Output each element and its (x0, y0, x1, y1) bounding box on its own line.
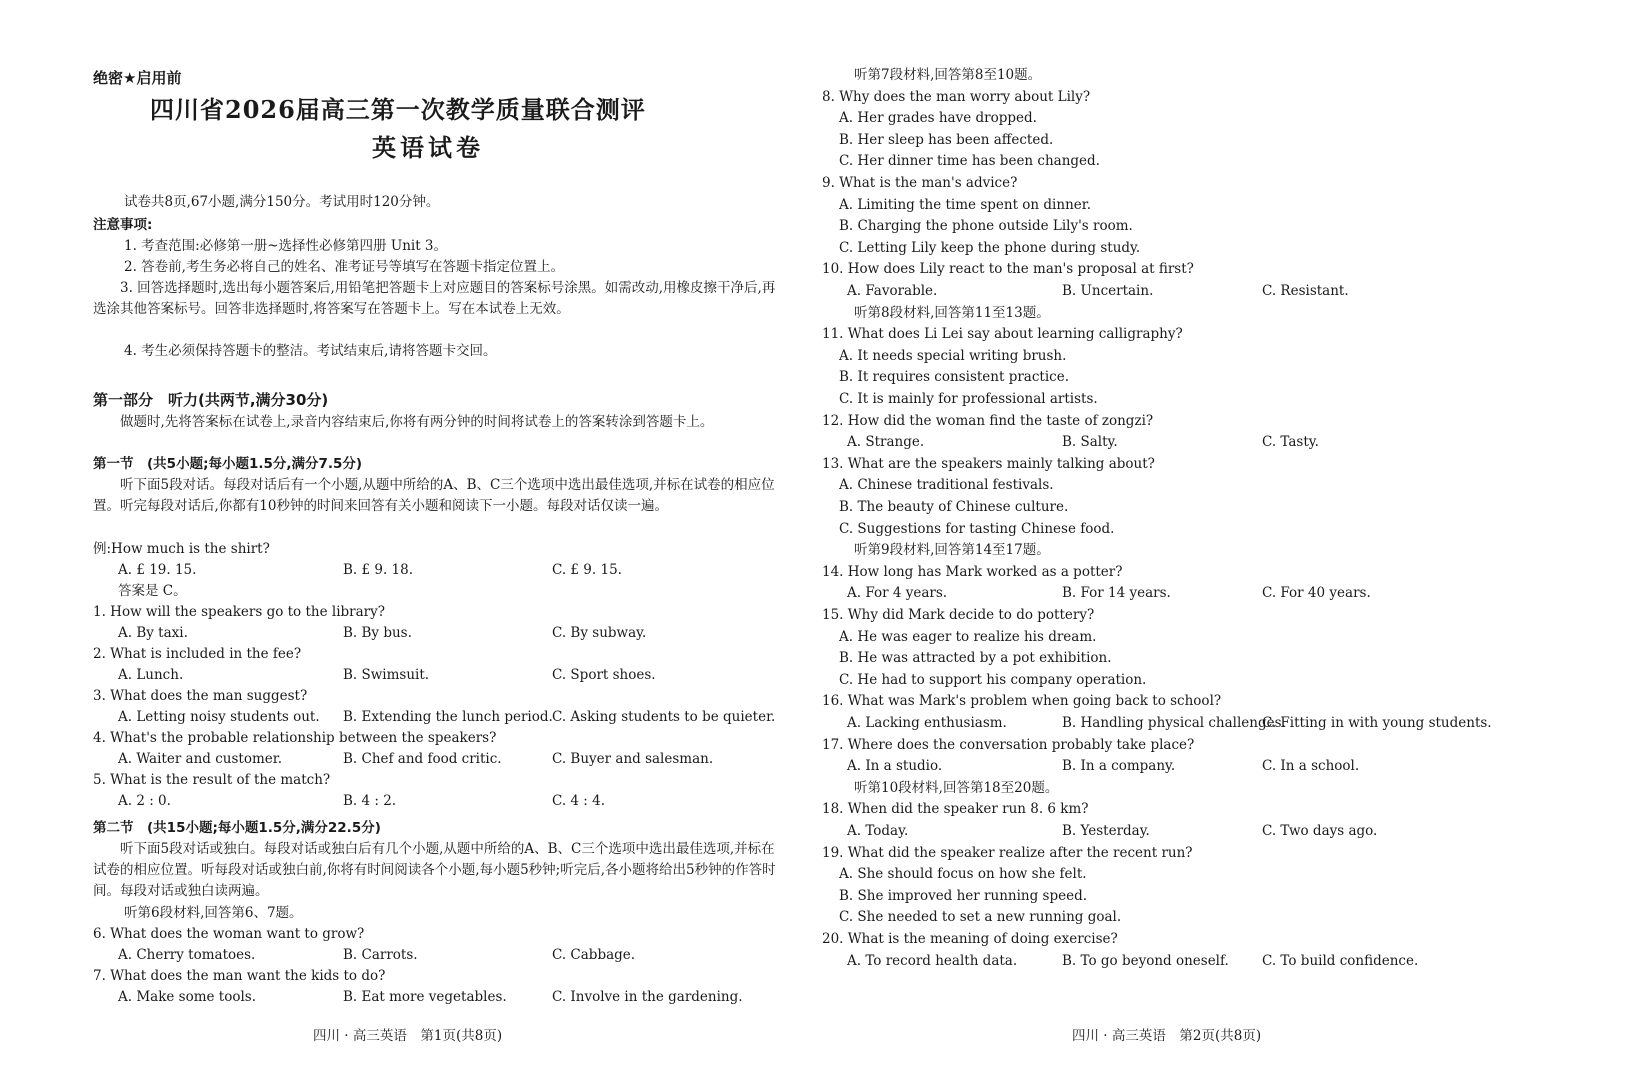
answer-option: A. Today. (847, 823, 909, 839)
answer-option: C. Cabbage. (552, 947, 636, 963)
answer-option: A. For 4 years. (847, 585, 948, 601)
left-page (0, 0, 800, 1079)
page-footer-left: 四川 · 高三英语 第1页(共8页) (313, 1028, 503, 1044)
answer-option: C. To build confidence. (1262, 953, 1419, 969)
example-answer: 答案是 C。 (118, 583, 187, 599)
answer-option: C. Tasty. (1262, 434, 1319, 450)
answer-option: B. 4 : 2. (343, 793, 397, 809)
part1-heading: 第一部分 听力(共两节,满分30分) (93, 391, 329, 409)
answer-option: A. Cherry tomatoes. (118, 947, 256, 963)
question: 11. What does Li Lei say about learning calligraphy? (822, 326, 1183, 342)
answer-option: B. For 14 years. (1062, 585, 1171, 601)
material-instruction: 听第7段材料,回答第8至10题。 (854, 67, 1042, 83)
answer-option: B. To go beyond oneself. (1062, 953, 1229, 969)
answer-option: B. She improved her running speed. (839, 888, 1088, 904)
answer-option: A. Chinese traditional festivals. (839, 477, 1054, 493)
answer-option: A. Waiter and customer. (118, 751, 283, 767)
answer-option: A. Favorable. (847, 283, 938, 299)
answer-option: B. He was attracted by a pot exhibition. (839, 650, 1112, 666)
material-instruction: 听第10段材料,回答第18至20题。 (854, 780, 1059, 796)
exam-title: 四川省2026届高三第一次教学质量联合测评 (150, 95, 646, 124)
answer-option: C. Suggestions for tasting Chinese food. (839, 521, 1115, 537)
answer-option: C. Buyer and salesman. (552, 751, 714, 767)
answer-option: B. Chef and food critic. (343, 751, 502, 767)
answer-option: A. Strange. (847, 434, 925, 450)
question: 2. What is included in the fee? (93, 646, 302, 662)
answer-option: A. Limiting the time spent on dinner. (839, 197, 1092, 213)
answer-option: A. It needs special writing brush. (839, 348, 1067, 364)
confidential-mark: 绝密★启用前 (93, 69, 182, 87)
question: 7. What does the man want the kids to do? (93, 968, 386, 984)
note-3: 3. 回答选择题时,选出每小题答案后,用铅笔把答题卡上对应题目的答案标号涂黑。如需改动,用橡皮擦干净后,再选涂其他答案标号。回答非选择题时,将答案写在答题卡上。写在本试卷上无效。 (93, 280, 776, 317)
answer-option: C. Sport shoes. (552, 667, 656, 683)
question: 15. Why did Mark decide to do pottery? (822, 607, 1095, 623)
question: 10. How does Lily react to the man's proposal at first? (822, 261, 1194, 277)
answer-option: B. Her sleep has been affected. (839, 132, 1054, 148)
answer-option: C. Her dinner time has been changed. (839, 153, 1100, 169)
example-option-a: A. £ 19. 15. (118, 562, 197, 578)
answer-option: A. She should focus on how she felt. (839, 866, 1087, 882)
page-footer-right: 四川 · 高三英语 第2页(共8页) (1072, 1028, 1262, 1044)
question: 12. How did the woman find the taste of zongzi? (822, 413, 1154, 429)
answer-option: B. Carrots. (343, 947, 418, 963)
question: 20. What is the meaning of doing exercise? (822, 931, 1118, 947)
material-6: 听第6段材料,回答第6、7题。 (124, 905, 303, 921)
question: 5. What is the result of the match? (93, 772, 331, 788)
material-instruction: 听第9段材料,回答第14至17题。 (854, 542, 1050, 558)
answer-option: A. By taxi. (118, 625, 188, 641)
answer-option: C. He had to support his company operation. (839, 672, 1147, 688)
question: 16. What was Mark's problem when going back to school? (822, 693, 1222, 709)
answer-option: B. Yesterday. (1062, 823, 1150, 839)
answer-option: B. Extending the lunch period. (343, 709, 553, 725)
example-option-b: B. £ 9. 18. (343, 562, 414, 578)
answer-option: A. 2 : 0. (118, 793, 171, 809)
question: 13. What are the speakers mainly talking about? (822, 456, 1155, 472)
answer-option: C. It is mainly for professional artists. (839, 391, 1098, 407)
answer-option: B. By bus. (343, 625, 412, 641)
answer-option: C. In a school. (1262, 758, 1360, 774)
exam-intro: 试卷共8页,67小题,满分150分。考试用时120分钟。 (124, 194, 440, 210)
answer-option: A. Make some tools. (118, 989, 257, 1005)
answer-option: C. She needed to set a new running goal. (839, 909, 1122, 925)
answer-option: B. Swimsuit. (343, 667, 430, 683)
answer-option: A. Letting noisy students out. (118, 709, 320, 725)
answer-option: A. He was eager to realize his dream. (839, 629, 1097, 645)
question: 1. How will the speakers go to the library? (93, 604, 385, 620)
right-page (800, 0, 1625, 1079)
section1-instructions: 听下面5段对话。每段对话后有一个小题,从题中所给的A、B、C三个选项中选出最佳选项,并标在试卷的相应位置。听完每段对话后,你都有10秒钟的时间来回答有关小题和阅读下一小题。每段对话仅读一遍。 (93, 477, 775, 514)
answer-option: B. Charging the phone outside Lily's room. (839, 218, 1133, 234)
example-question: 例:How much is the shirt? (93, 541, 270, 557)
answer-option: A. In a studio. (847, 758, 943, 774)
answer-option: C. Resistant. (1262, 283, 1349, 299)
question: 17. Where does the conversation probably take place? (822, 737, 1195, 753)
answer-option: B. Salty. (1062, 434, 1118, 450)
question: 14. How long has Mark worked as a potter? (822, 564, 1123, 580)
answer-option: B. In a company. (1062, 758, 1176, 774)
question: 19. What did the speaker realize after the recent run? (822, 845, 1193, 861)
note-4: 4. 考生必须保持答题卡的整洁。考试结束后,请将答题卡交回。 (124, 343, 497, 359)
answer-option: B. The beauty of Chinese culture. (839, 499, 1069, 515)
question: 3. What does the man suggest? (93, 688, 308, 704)
answer-option: C. Letting Lily keep the phone during study. (839, 240, 1141, 256)
section2-instructions: 听下面5段对话或独白。每段对话或独白后有几个小题,从题中所给的A、B、C三个选项中选出最佳选项,并标在试卷的相应位置。听每段对话或独白前,你将有时间阅读各个小题,每小题5秒钟;听完后,各小题将给出5秒钟的作答时间。每段对话或独白读两遍。 (93, 841, 776, 899)
answer-option: B. It requires consistent practice. (839, 369, 1069, 385)
notes-heading: 注意事项: (93, 217, 153, 233)
question: 6. What does the woman want to grow? (93, 926, 365, 942)
answer-option: C. For 40 years. (1262, 585, 1371, 601)
answer-option: B. Eat more vegetables. (343, 989, 507, 1005)
answer-option: C. Fitting in with young students. (1262, 715, 1492, 731)
section2-heading: 第二节 (共15小题;每小题1.5分,满分22.5分) (93, 820, 381, 836)
answer-option: A. Lacking enthusiasm. (847, 715, 1007, 731)
question: 4. What's the probable relationship between the speakers? (93, 730, 497, 746)
exam-subtitle: 英语试卷 (372, 133, 484, 162)
answer-option: A. Her grades have dropped. (839, 110, 1037, 126)
note-2: 2. 答卷前,考生务必将自己的姓名、准考证号等填写在答题卡指定位置上。 (124, 259, 564, 275)
answer-option: C. Two days ago. (1262, 823, 1378, 839)
answer-option: A. Lunch. (118, 667, 184, 683)
question: 18. When did the speaker run 8. 6 km? (822, 801, 1089, 817)
answer-option: C. Involve in the gardening. (552, 989, 743, 1005)
answer-option: C. Asking students to be quieter. (552, 709, 776, 725)
answer-option: C. By subway. (552, 625, 647, 641)
answer-option: C. 4 : 4. (552, 793, 606, 809)
question: 9. What is the man's advice? (822, 175, 1018, 191)
part1-instructions: 做题时,先将答案标在试卷上,录音内容结束后,你将有两分钟的时间将试卷上的答案转涂到答题卡上。 (120, 414, 714, 430)
question: 8. Why does the man worry about Lily? (822, 89, 1091, 105)
note-1: 1. 考查范围:必修第一册~选择性必修第四册 Unit 3。 (124, 238, 448, 254)
section1-heading: 第一节 (共5小题;每小题1.5分,满分7.5分) (93, 456, 363, 472)
material-instruction: 听第8段材料,回答第11至13题。 (854, 305, 1050, 321)
answer-option: B. Uncertain. (1062, 283, 1154, 299)
answer-option: A. To record health data. (847, 953, 1018, 969)
answer-option: B. Handling physical challenges. (1062, 715, 1286, 731)
example-option-c: C. £ 9. 15. (552, 562, 622, 578)
